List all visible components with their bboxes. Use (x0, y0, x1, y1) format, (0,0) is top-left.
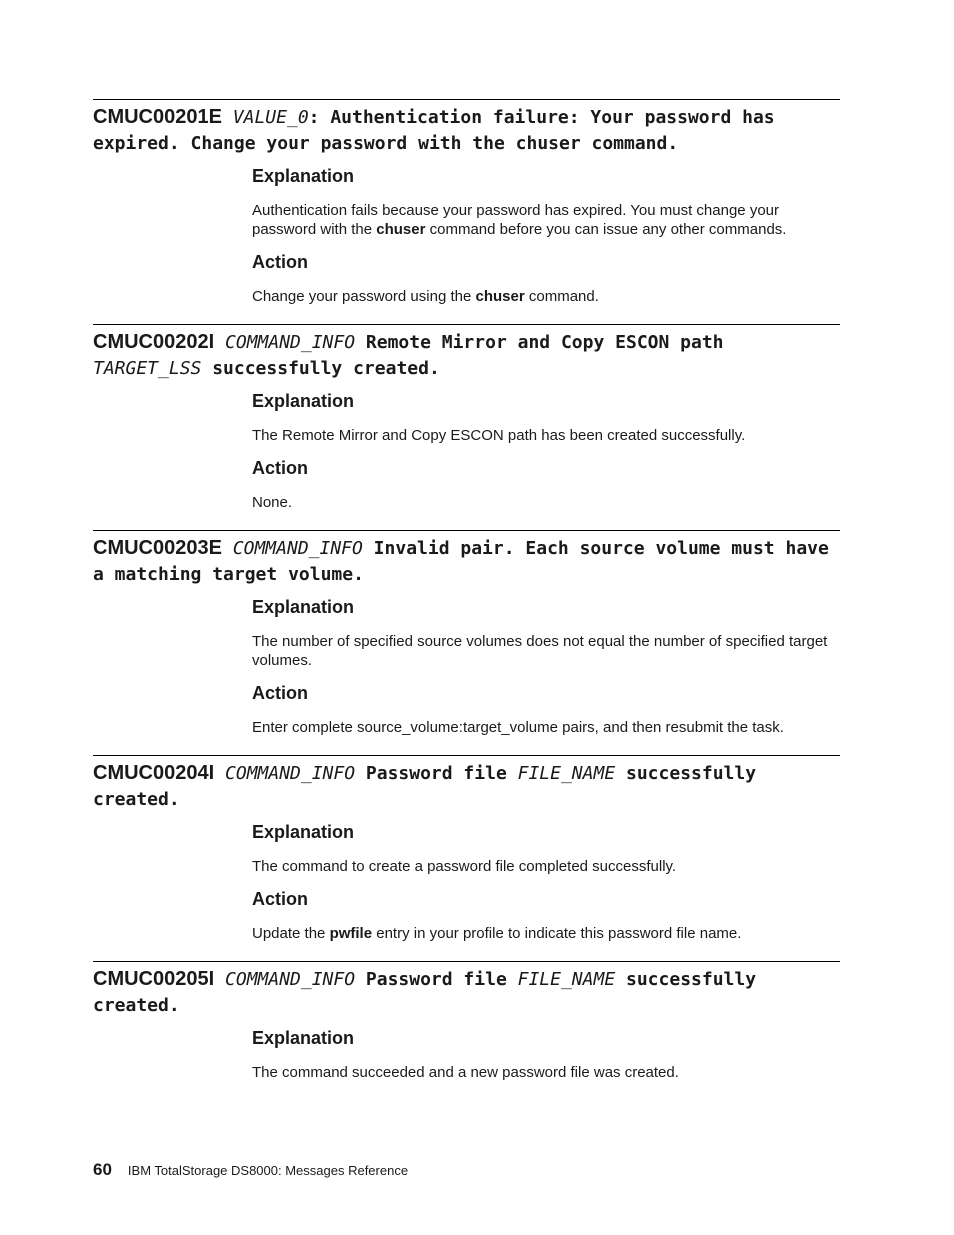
action-heading: Action (252, 889, 308, 909)
message-variable: FILE_NAME (517, 969, 616, 990)
message-title (93, 329, 840, 382)
page-footer (93, 1160, 408, 1180)
message-text: successfully created. (93, 763, 757, 810)
message-title (93, 760, 840, 813)
message-body (252, 165, 840, 306)
action-heading: Action (252, 252, 308, 272)
text-segment: entry in your profile to indicate this password file name. (372, 925, 742, 942)
message-entry (93, 530, 840, 737)
message-variable: VALUE_0 (232, 107, 309, 128)
explanation-heading: Explanation (252, 822, 355, 842)
message-entry (93, 755, 840, 943)
text-segment: The command to create a password file completed successfully. (252, 858, 677, 875)
message-text (214, 969, 225, 990)
explanation-text (252, 426, 840, 445)
action-text (252, 493, 840, 512)
message-code: CMUC00202I (93, 331, 215, 353)
message-variable: TARGET_LSS (93, 358, 202, 379)
message-list (93, 99, 840, 1100)
page-number: 60 (93, 1160, 112, 1179)
command-name: pwfile (329, 925, 373, 942)
action-text (252, 718, 840, 737)
message-title (93, 535, 840, 588)
action-heading: Action (252, 683, 308, 703)
text-segment: Change your password using the (252, 288, 476, 305)
explanation-text (252, 632, 840, 670)
command-name: chuser (475, 288, 525, 305)
message-text (222, 538, 233, 559)
message-text: Remote Mirror and Copy ESCON path (355, 332, 724, 353)
message-entry (93, 961, 840, 1082)
command-name: chuser (376, 221, 426, 238)
text-segment: None. (252, 494, 293, 511)
message-body (252, 596, 840, 737)
text-segment: The command succeeded and a new password file was created. (252, 1064, 679, 1081)
explanation-text (252, 201, 840, 239)
footer-title: IBM TotalStorage DS8000: Messages Reference (127, 1163, 409, 1178)
message-variable: COMMAND_INFO (225, 969, 356, 990)
text-segment: command before you can issue any other commands. (425, 221, 787, 238)
message-variable: COMMAND_INFO (225, 763, 356, 784)
action-text (252, 287, 840, 306)
message-body (252, 821, 840, 943)
explanation-text (252, 1063, 840, 1082)
action-text (252, 924, 840, 943)
message-text (214, 763, 225, 784)
message-text: : Authentication failure: Your password has expired. Change your password with the chuser command. (93, 107, 775, 154)
message-text (214, 332, 225, 353)
message-text: Password file (355, 763, 518, 784)
message-code: CMUC00203E (93, 537, 222, 559)
text-segment: The number of specified source volumes does not equal the number of specified target volumes. (252, 633, 828, 669)
message-body (252, 390, 840, 512)
explanation-heading: Explanation (252, 1028, 355, 1048)
message-variable: COMMAND_INFO (225, 332, 356, 353)
message-title (93, 966, 840, 1019)
message-code: CMUC00204I (93, 762, 215, 784)
message-text: Password file (355, 969, 518, 990)
message-title (93, 104, 840, 157)
text-segment: command. (524, 288, 599, 305)
message-text: successfully created. (93, 969, 757, 1016)
message-entry (93, 324, 840, 512)
message-code: CMUC00201E (93, 106, 222, 128)
message-variable: COMMAND_INFO (232, 538, 363, 559)
explanation-heading: Explanation (252, 391, 355, 411)
message-entry (93, 99, 840, 306)
action-heading: Action (252, 458, 308, 478)
explanation-heading: Explanation (252, 166, 355, 186)
message-text: Invalid pair. Each source volume must have a matching target volume. (93, 538, 829, 585)
text-segment: Update the (252, 925, 330, 942)
message-code: CMUC00205I (93, 968, 215, 990)
text-segment: Enter complete source_volume:target_volume pairs, and then resubmit the task. (252, 719, 784, 736)
explanation-text (252, 857, 840, 876)
message-variable: FILE_NAME (517, 763, 616, 784)
text-segment: The Remote Mirror and Copy ESCON path has been created successfully. (252, 427, 746, 444)
message-text (222, 107, 233, 128)
explanation-heading: Explanation (252, 597, 355, 617)
text-segment: Authentication fails because your password has expired. You must change your password with the (252, 202, 779, 238)
message-body (252, 1027, 840, 1082)
message-text: successfully created. (201, 358, 440, 379)
